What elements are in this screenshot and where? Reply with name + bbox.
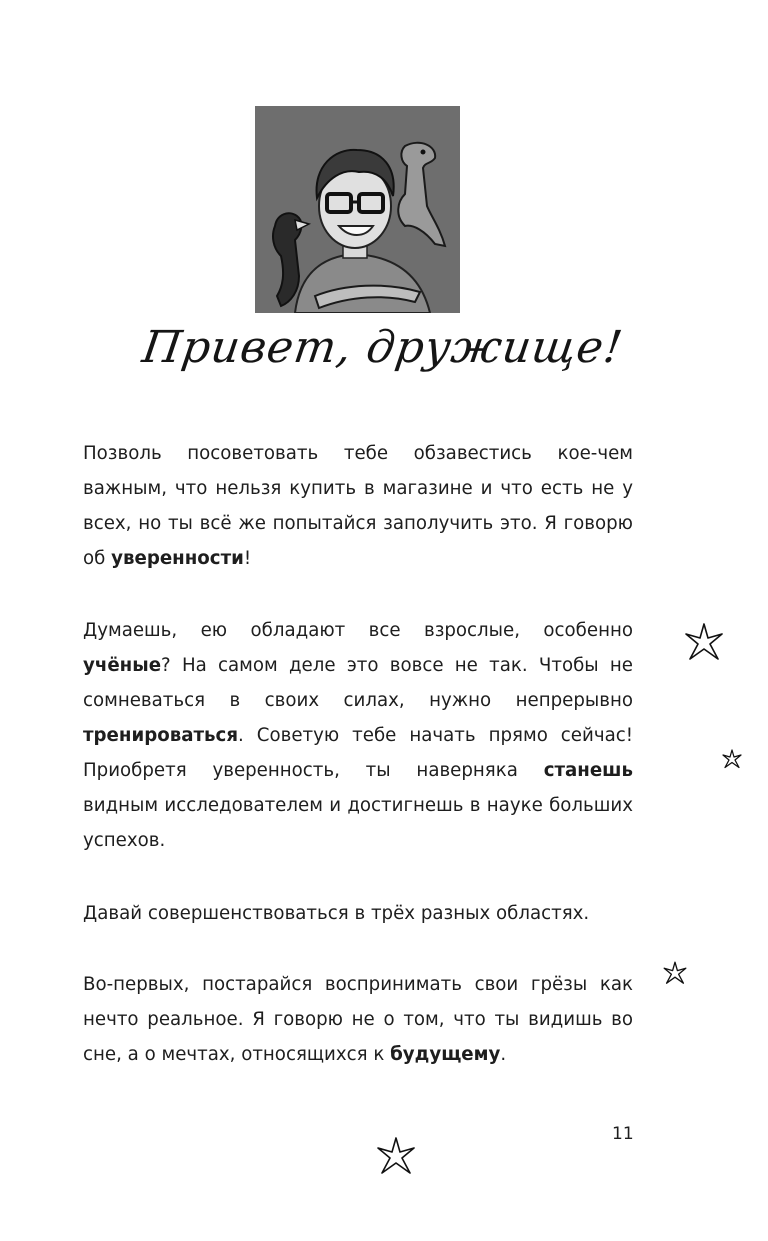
text-run: . <box>500 1044 507 1065</box>
text-run: видным исследователем и достигнешь в науке больших успехов. <box>83 795 633 851</box>
paragraph-4 <box>83 967 633 1072</box>
author-portrait <box>255 106 460 313</box>
text-run: Во-первых, постарайся воспринимать свои грёзы как нечто реальное. Я говорю не о том, что ты видишь во сне, а о мечтах, относящихся к <box>83 974 633 1065</box>
text-run: Позволь посоветовать тебе обзавестись кое-чем важным, что нельзя купить в магазине и что есть не у всех, но ты всё же попытайся заполучить это. Я говорю об <box>83 443 633 569</box>
emphasis-text: учёные <box>83 655 162 676</box>
greeting-heading: Привет, дружище! <box>139 322 627 373</box>
text-run: . Советую тебе начать прямо сейчас! Приобретя уверенность, ты наверняка <box>83 725 633 781</box>
paragraph-1 <box>83 436 633 576</box>
paragraph-3 <box>83 896 633 931</box>
paragraph-2 <box>83 613 633 858</box>
text-run: ! <box>243 548 252 569</box>
portrait-with-dinosaurs-icon <box>255 106 460 313</box>
star-icon <box>663 961 687 985</box>
emphasis-text: тренироваться <box>83 725 239 746</box>
text-run: Давай совершенствоваться в трёх разных областях. <box>83 903 590 924</box>
emphasis-text: станешь <box>543 760 633 781</box>
emphasis-text: будущему <box>390 1044 501 1065</box>
text-run: Думаешь, ею обладают все взрослые, особенно <box>83 620 633 641</box>
page-number: 11 <box>612 1124 634 1144</box>
text-run: ? На самом деле это вовсе не так. Чтобы не сомневаться в своих силах, нужно непрерывно <box>83 655 633 711</box>
emphasis-text: уверенности <box>111 548 244 569</box>
star-icon <box>684 622 724 662</box>
star-icon <box>722 749 742 769</box>
star-icon <box>376 1136 416 1176</box>
